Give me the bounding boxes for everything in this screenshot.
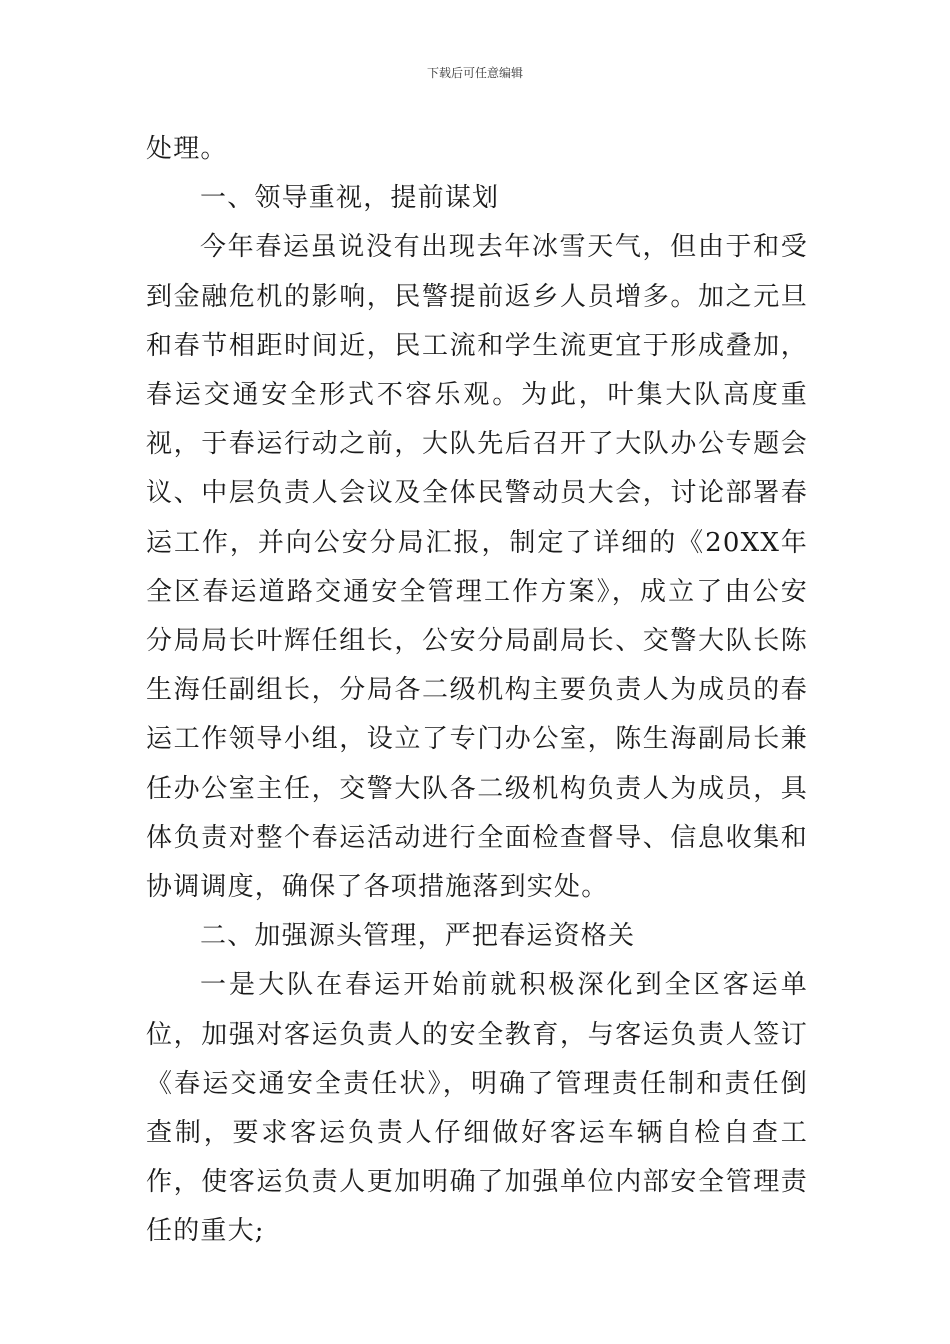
paragraph-section-2: 一是大队在春运开始前就积极深化到全区客运单位，加强对客运负责人的安全教育，与客运负责人签订《春运交通安全责任状》，明确了管理责任制和责任倒查制，要求客运负责人仔细做好客运车辆自检自查工作，使客运负责人更加明确了加强单位内部安全管理责任的重大; xyxy=(146,970,808,1247)
paragraph-section-1: 今年春运虽说没有出现去年冰雪天气，但由于和受到金融危机的影响，民警提前返乡人员增多。加之元旦和春节相距时间近，民工流和学生流更宜于形成叠加，春运交通安全形式不容乐观。为此，叶集大队高度重视，于春运行动之前，大队先后召开了大队办公专题会议、中层负责人会议及全体民警动员大会，讨论部署春运工作，并向公安分局汇报，制定了详细的《20XX年全区春运道路交通安全管理工作方案》，成立了由公安分局局长叶辉任组长，公安分局副局长、交警大队长陈生海任副组长，分局各二级机构主要负责人为成员的春运工作领导小组，设立了专门办公室，陈生海副局长兼任办公室主任，交警大队各二级机构负责人为成员，具体负责对整个春运活动进行全面检查督导、信息收集和协调调度，确保了各项措施落到实处。 xyxy=(146,232,808,903)
paragraph-continuation: 处理。 xyxy=(146,134,228,164)
document-body xyxy=(146,125,808,1257)
section-heading-1: 一、领导重视，提前谋划 xyxy=(200,183,500,214)
page-header: 下载后可任意编辑 xyxy=(426,66,523,80)
section-heading-2: 二、加强源头管理，严把春运资格关 xyxy=(200,921,636,952)
